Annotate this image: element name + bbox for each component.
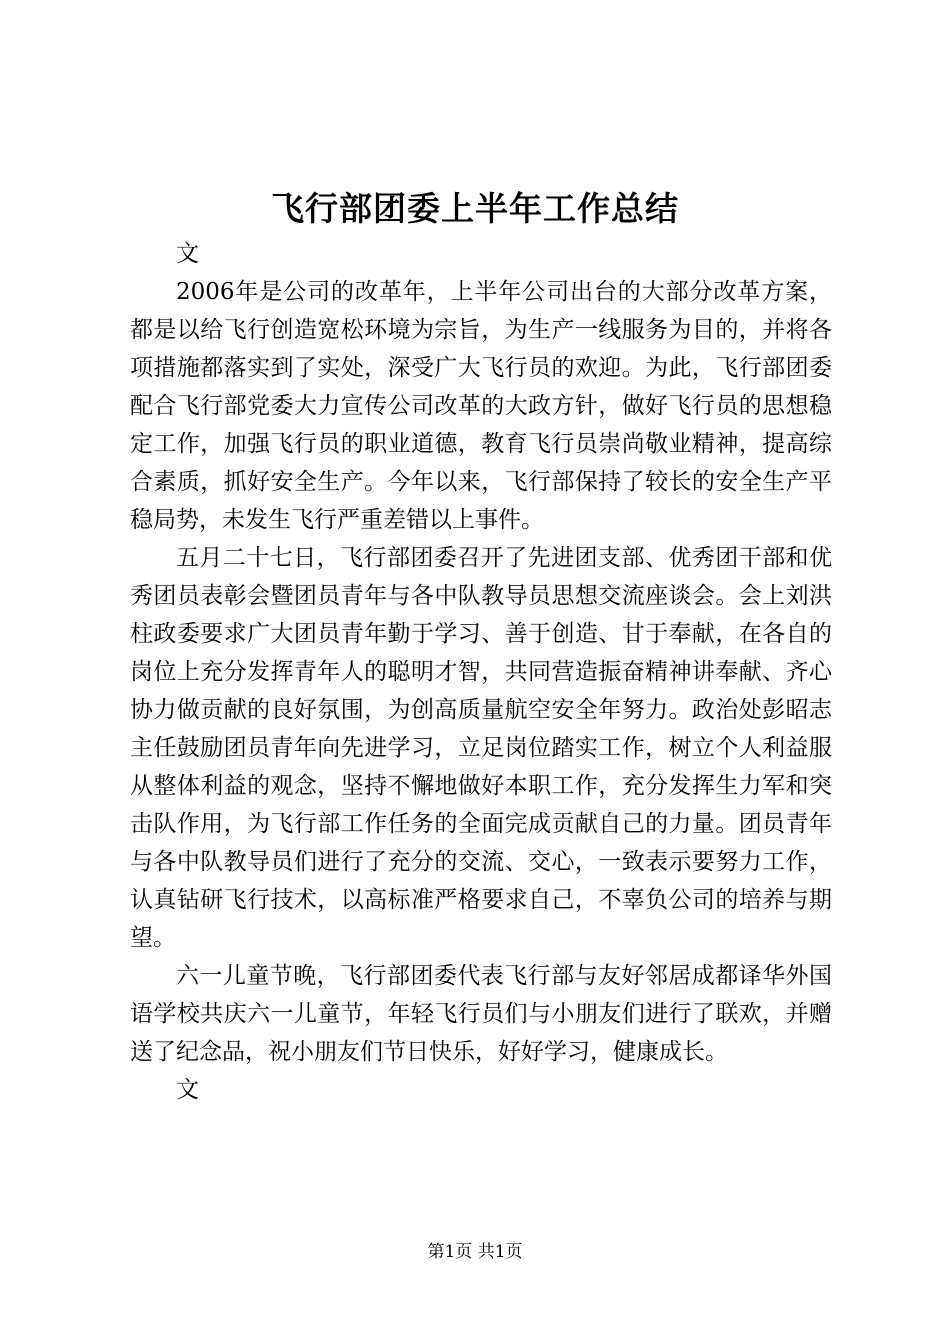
document-title: 飞行部团委上半年工作总结 [271, 189, 679, 228]
paragraph-2: 五月二十七日，飞行部团委召开了先进团支部、优秀团干部和优秀团员表彰会暨团员青年与各中队教导员思想交流座谈会。会上刘洪柱政委要求广大团员青年勤于学习、善于创造、甘于奉献，在各自的岗位上充分发挥青年人的聪明才智，共同营造振奋精神讲奉献、齐心协力做贡献的良好氛围，为创高质量航空安全年努力。政治处彭昭志主任鼓励团员青年向先进学习，立足岗位踏实工作，树立个人利益服从整体利益的观念，坚持不懈地做好本职工作，充分发挥生力军和突击队作用，为飞行部工作任务的全面完成贡献自己的力量。团员青年与各中队教导员们进行了充分的交流、交心，一致表示要努力工作，认真钻研飞行技术，以高标准严格要求自己，不辜负公司的培养与期望。 [130, 545, 832, 951]
paragraph-1: 2006年是公司的改革年，上半年公司出台的大部分改革方案，都是以给飞行创造宽松环境为宗旨，为生产一线服务为目的，并将各项措施都落实到了实处，深受广大飞行员的欢迎。为此，飞行部团委配合飞行部党委大力宣传公司改革的大政方针，做好飞行员的思想稳定工作，加强飞行员的职业道德，教育飞行员崇尚敬业精神，提高综合素质，抓好安全生产。今年以来，飞行部保持了较长的安全生产平稳局势，未发生飞行严重差错以上事件。 [130, 279, 832, 533]
author-line-bottom: 文 [176, 1077, 199, 1103]
paragraph-3: 六一儿童节晚，飞行部团委代表飞行部与友好邻居成都译华外国语学校共庆六一儿童节，年轻飞行员们与小朋友们进行了联欢，并赠送了纪念品，祝小朋友们节日快乐，好好学习，健康成长。 [130, 963, 832, 1065]
author-line-top: 文 [176, 241, 199, 267]
document-body [130, 235, 832, 1109]
page-footer: 第1页 共1页 [427, 1242, 523, 1262]
